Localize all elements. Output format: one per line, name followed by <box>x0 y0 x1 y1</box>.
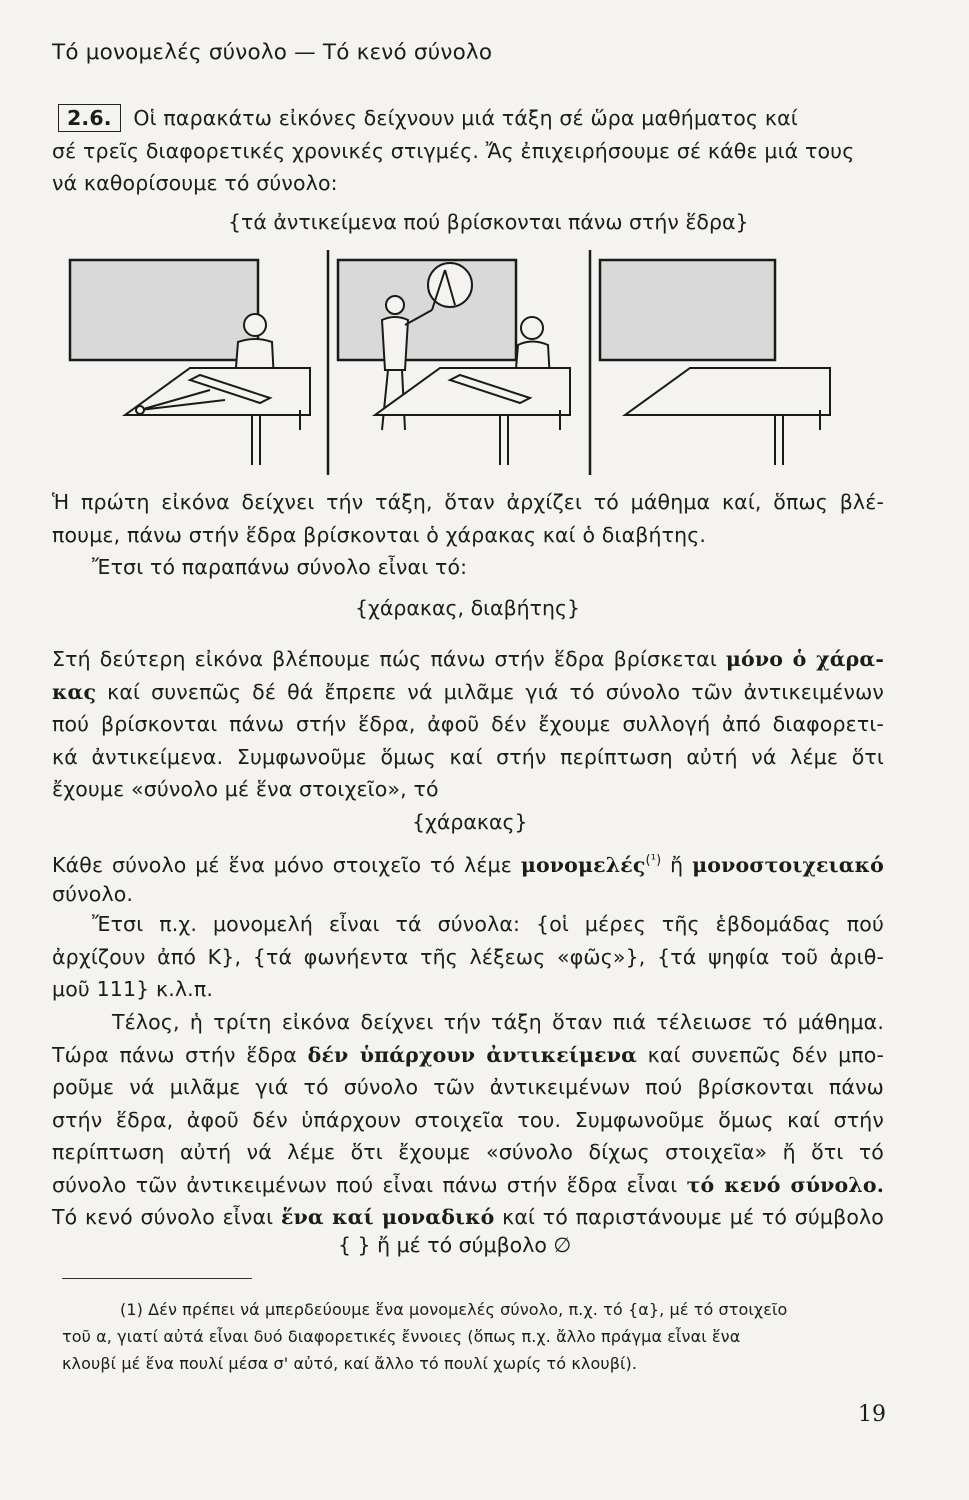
paragraph-second-image <box>52 643 884 806</box>
para3-line-1b: ἤ <box>661 852 693 877</box>
para3-line-2: σύνολο. <box>52 881 134 906</box>
blackboard-1 <box>70 260 258 360</box>
para5-line-1: Τέλος, ἡ τρίτη εἰκόνα δείχνει τήν τάξη ὅταν πιά τέλειωσε τό μάθημα. <box>112 1010 884 1034</box>
section-number: 2.6. <box>58 104 121 132</box>
para4-line-1: Ἔτσι π.χ. μονομελή εἶναι τά σύνολα: {οἱ μέρες τῆς ἑβδομάδας πού <box>92 912 884 936</box>
para2-line-5: ἔχουμε «σύνολο μέ ἕνα στοιχεῖο», τό <box>52 777 439 801</box>
teacher-body-2 <box>382 317 408 370</box>
classroom-figure <box>60 250 850 475</box>
para2-line-1-bold: μόνο ὁ χάρα- <box>725 647 885 671</box>
term-single-element: μονοστοιχειακό <box>692 852 884 877</box>
blackboard-3 <box>600 260 775 360</box>
paragraph-singleton-definition <box>52 845 884 910</box>
footnote-ref: (¹) <box>645 853 662 868</box>
para2-line-2-bold: κας <box>52 679 97 704</box>
blackboard-2 <box>338 260 516 360</box>
para2-line-4: κά ἀντικείμενα. Συμφωνοῦμε ὅμως καί στήν περίπτωση αὐτή νά λέμε ὅτι <box>52 744 884 769</box>
paragraph-examples <box>52 908 884 1006</box>
desk-2 <box>375 368 570 415</box>
set-ruler-compass: {χάρακας, διαβήτης} <box>355 596 581 620</box>
para5-line-7a: Τό κενό σύνολο εἶναι <box>52 1205 281 1229</box>
para5-line-6a: σύνολο τῶν ἀντικειμένων πού εἶναι πάνω στήν ἕδρα εἶναι <box>52 1172 687 1197</box>
footnote-line-2: τοῦ α, γιατί αὐτά εἶναι δυό διαφορετικές ἔννοιες (ὅπως π.χ. ἄλλο πράγμα εἶναι ἕνα <box>62 1327 741 1346</box>
desk-3 <box>625 368 830 415</box>
footnote-line-3: κλουβί μέ ἕνα πουλί μέσα σ' αὐτό, καί ἄλλο τό πουλί χωρίς τό κλουβί). <box>62 1354 638 1373</box>
term-no-objects: δέν ὑπάρχουν ἀντικείμενα <box>307 1042 637 1067</box>
para2-line-2b: καί συνεπῶς δέ θά ἔπρεπε νά μιλᾶμε γιά τό σύνολο τῶν ἀντικειμένων <box>96 679 884 704</box>
para5-line-2a: Τώρα πάνω στήν ἕδρα <box>52 1042 308 1067</box>
intro-line-1: Οἱ παρακάτω εἰκόνες δείχνουν μιά τάξη σέ ὥρα μαθήματος καί <box>133 106 798 130</box>
panel-third-empty-desk <box>600 260 830 465</box>
para1-line-2: πουμε, πάνω στήν ἕδρα βρίσκονται ὁ χάρακας καί ὁ διαβήτης. <box>52 522 707 547</box>
para1-line-3: Ἔτσι τό παραπάνω σύνολο εἶναι τό: <box>92 555 468 579</box>
footnote <box>62 1296 884 1377</box>
para1-line-1: Ἡ πρώτη εἰκόνα δείχνει τήν τάξη, ὅταν ἀρχίζει τό μάθημα καί, ὅπως βλέ- <box>52 490 884 514</box>
page-heading: Τό μονομελές σύνολο — Τό κενό σύνολο <box>52 40 493 65</box>
section-intro <box>52 102 884 200</box>
set-ruler: {χάρακας} <box>412 810 528 834</box>
term-singleton: μονομελές <box>520 852 646 877</box>
para5-line-2b: καί συνεπῶς δέν μπο- <box>637 1042 885 1067</box>
panel-second-teacher-with-compass <box>338 260 570 465</box>
para3-line-1a: Κάθε σύνολο μέ ἕνα μόνο στοιχεῖο τό λέμε <box>52 852 521 877</box>
teacher-head-1 <box>244 314 266 336</box>
paragraph-empty-set <box>52 1006 884 1234</box>
term-empty-set: τό κενό σύνολο. <box>686 1172 884 1197</box>
footnote-line-1: (1) Δέν πρέπει νά μπερδεύουμε ἕνα μονομελές σύνολο, π.χ. τό {α}, μέ τό στοιχεῖο <box>120 1300 788 1319</box>
set-definition: {τά ἀντικείμενα πού βρίσκονται πάνω στήν ἕδρα} <box>228 210 749 234</box>
page-number: 19 <box>858 1402 886 1427</box>
teacher-head-2 <box>386 296 404 314</box>
para5-line-4: στήν ἕδρα, ἀφοῦ δέν ὑπάρχουν στοιχεῖα του. Συμφωνοῦμε ὅμως καί στήν <box>52 1107 884 1132</box>
para4-line-3: μοῦ 111} κ.λ.π. <box>52 977 214 1001</box>
para5-line-5: περίπτωση αὐτή νά λέμε ὅτι ἔχουμε «σύνολο δίχως στοιχεῖα» ἤ ὅτι τό <box>52 1140 884 1164</box>
para2-line-1a: Στή δεύτερη εἰκόνα βλέπουμε πώς πάνω στήν ἕδρα βρίσκεται <box>52 647 726 671</box>
student-head-2 <box>521 317 543 339</box>
empty-set-symbols: { } ἤ μέ τό σύμβολο ∅ <box>338 1233 572 1257</box>
para5-line-7b: καί τό παριστάνουμε μέ τό σύμβολο <box>494 1205 884 1229</box>
para4-line-2: ἀρχίζουν ἀπό Κ}, {τά φωνήεντα τῆς λέξεως «φῶς»}, {τά ψηφία τοῦ ἀριθ- <box>52 944 884 969</box>
para2-line-3: πού βρίσκονται πάνω στήν ἕδρα, ἀφοῦ δέν ἔχουμε συλλογή ἀπό διαφορετι- <box>52 712 884 736</box>
term-unique: ἕνα καί μοναδικό <box>280 1205 495 1229</box>
paragraph-first-image <box>52 486 884 584</box>
footnote-divider <box>62 1278 252 1279</box>
intro-line-2: σέ τρεῖς διαφορετικές χρονικές στιγμές. Ἄς ἐπιχειρήσουμε σέ κάθε μιά τους <box>52 138 855 163</box>
para5-line-3: ροῦμε νά μιλᾶμε γιά τό σύνολο τῶν ἀντικειμένων πού βρίσκονται πάνω <box>52 1075 884 1099</box>
panel-first-class-start <box>70 260 310 465</box>
intro-line-3: νά καθορίσουμε τό σύνολο: <box>52 171 338 195</box>
